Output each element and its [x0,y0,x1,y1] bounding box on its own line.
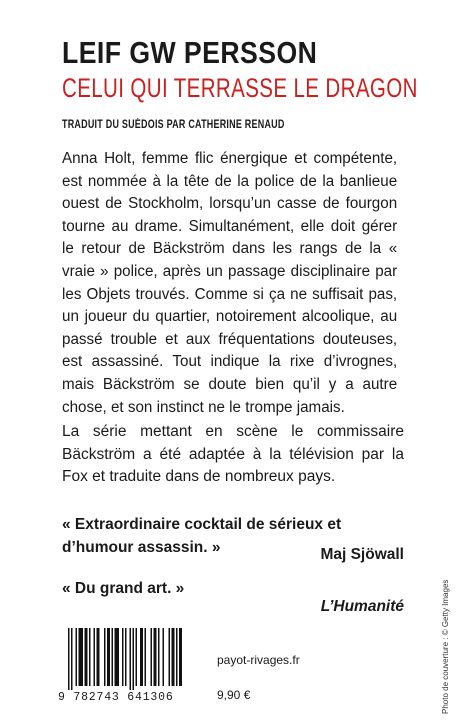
publisher-website: payot-rivages.fr [217,653,300,667]
translator-credit: TRADUIT DU SUÉDOIS PAR CATHERINE RENAUD [62,119,285,131]
barcode-bar [163,628,165,686]
barcode-bar [112,628,114,686]
barcode-bar [158,628,160,686]
barcode-bar [85,628,88,686]
barcode-bar [172,628,175,686]
barcode-bar [104,628,106,686]
barcode-bar [89,628,91,686]
photo-credit: Photo de couverture : © Getty Images [441,579,450,714]
barcode-bar [79,628,84,686]
barcode-bar [94,628,96,686]
barcode-bar [140,628,143,686]
barcode-bar [122,628,124,686]
barcode-bar [115,628,120,686]
isbn-barcode [58,628,188,706]
book-title: CELUI QUI TERRASSE LE DRAGON [62,73,418,103]
barcode-bar [71,628,73,690]
barcode-bar [107,628,110,686]
review-source: Maj Sjöwall [320,546,404,563]
barcode-bar [133,628,135,690]
barcode-bars [58,628,188,690]
barcode-digits: 9 782743 641306 [58,691,174,704]
barcode-bar [169,628,171,686]
review-source: L’Humanité [320,598,404,615]
barcode-bar [176,628,178,686]
barcode-bar [130,628,132,690]
barcode-bar [179,628,182,686]
author-name: LEIF GW PERSSON [62,35,318,70]
series-note-paragraph: La série mettant en scène le commissaire Bäckström a été adaptée à la télévision par la Fox et traduite dans de nombreux pays. [62,423,404,486]
review-quote: « Extraordinaire cocktail de sérieux et d’humour assassin. » [62,516,342,556]
barcode-bar [145,628,147,686]
barcode-bar [97,628,100,686]
barcode-bar [125,628,127,686]
barcode-bar [154,628,157,686]
barcode-bar [76,628,78,686]
barcode-bar [68,628,70,690]
review-quote: « Du grand art. » [62,580,185,597]
price: 9,90 € [217,688,251,702]
barcode-bar [151,628,153,686]
synopsis-paragraph: Anna Holt, femme flic énergique et compétente, est nommée à la tête de la police de la banlieue ouest de Stockholm, lorsqu’un casse de fourgon tourne au drame. Simultanément, elle doit gérer le retour de Bäckström dans les rangs de la « vraie » police, après un passage disciplinaire par les Objets trouvés. Comme si ça ne suffisait pas, un joueur du quartier, notoirement alcoolique, au passé trouble et aux fréquentations douteuses, est assassiné. Tout indique la rixe d’ivrognes, mais Bäckström se doute bien qu’il y a autre chose, et son instinct ne le trompe jamais. [62,150,398,416]
barcode-bar [136,628,138,686]
